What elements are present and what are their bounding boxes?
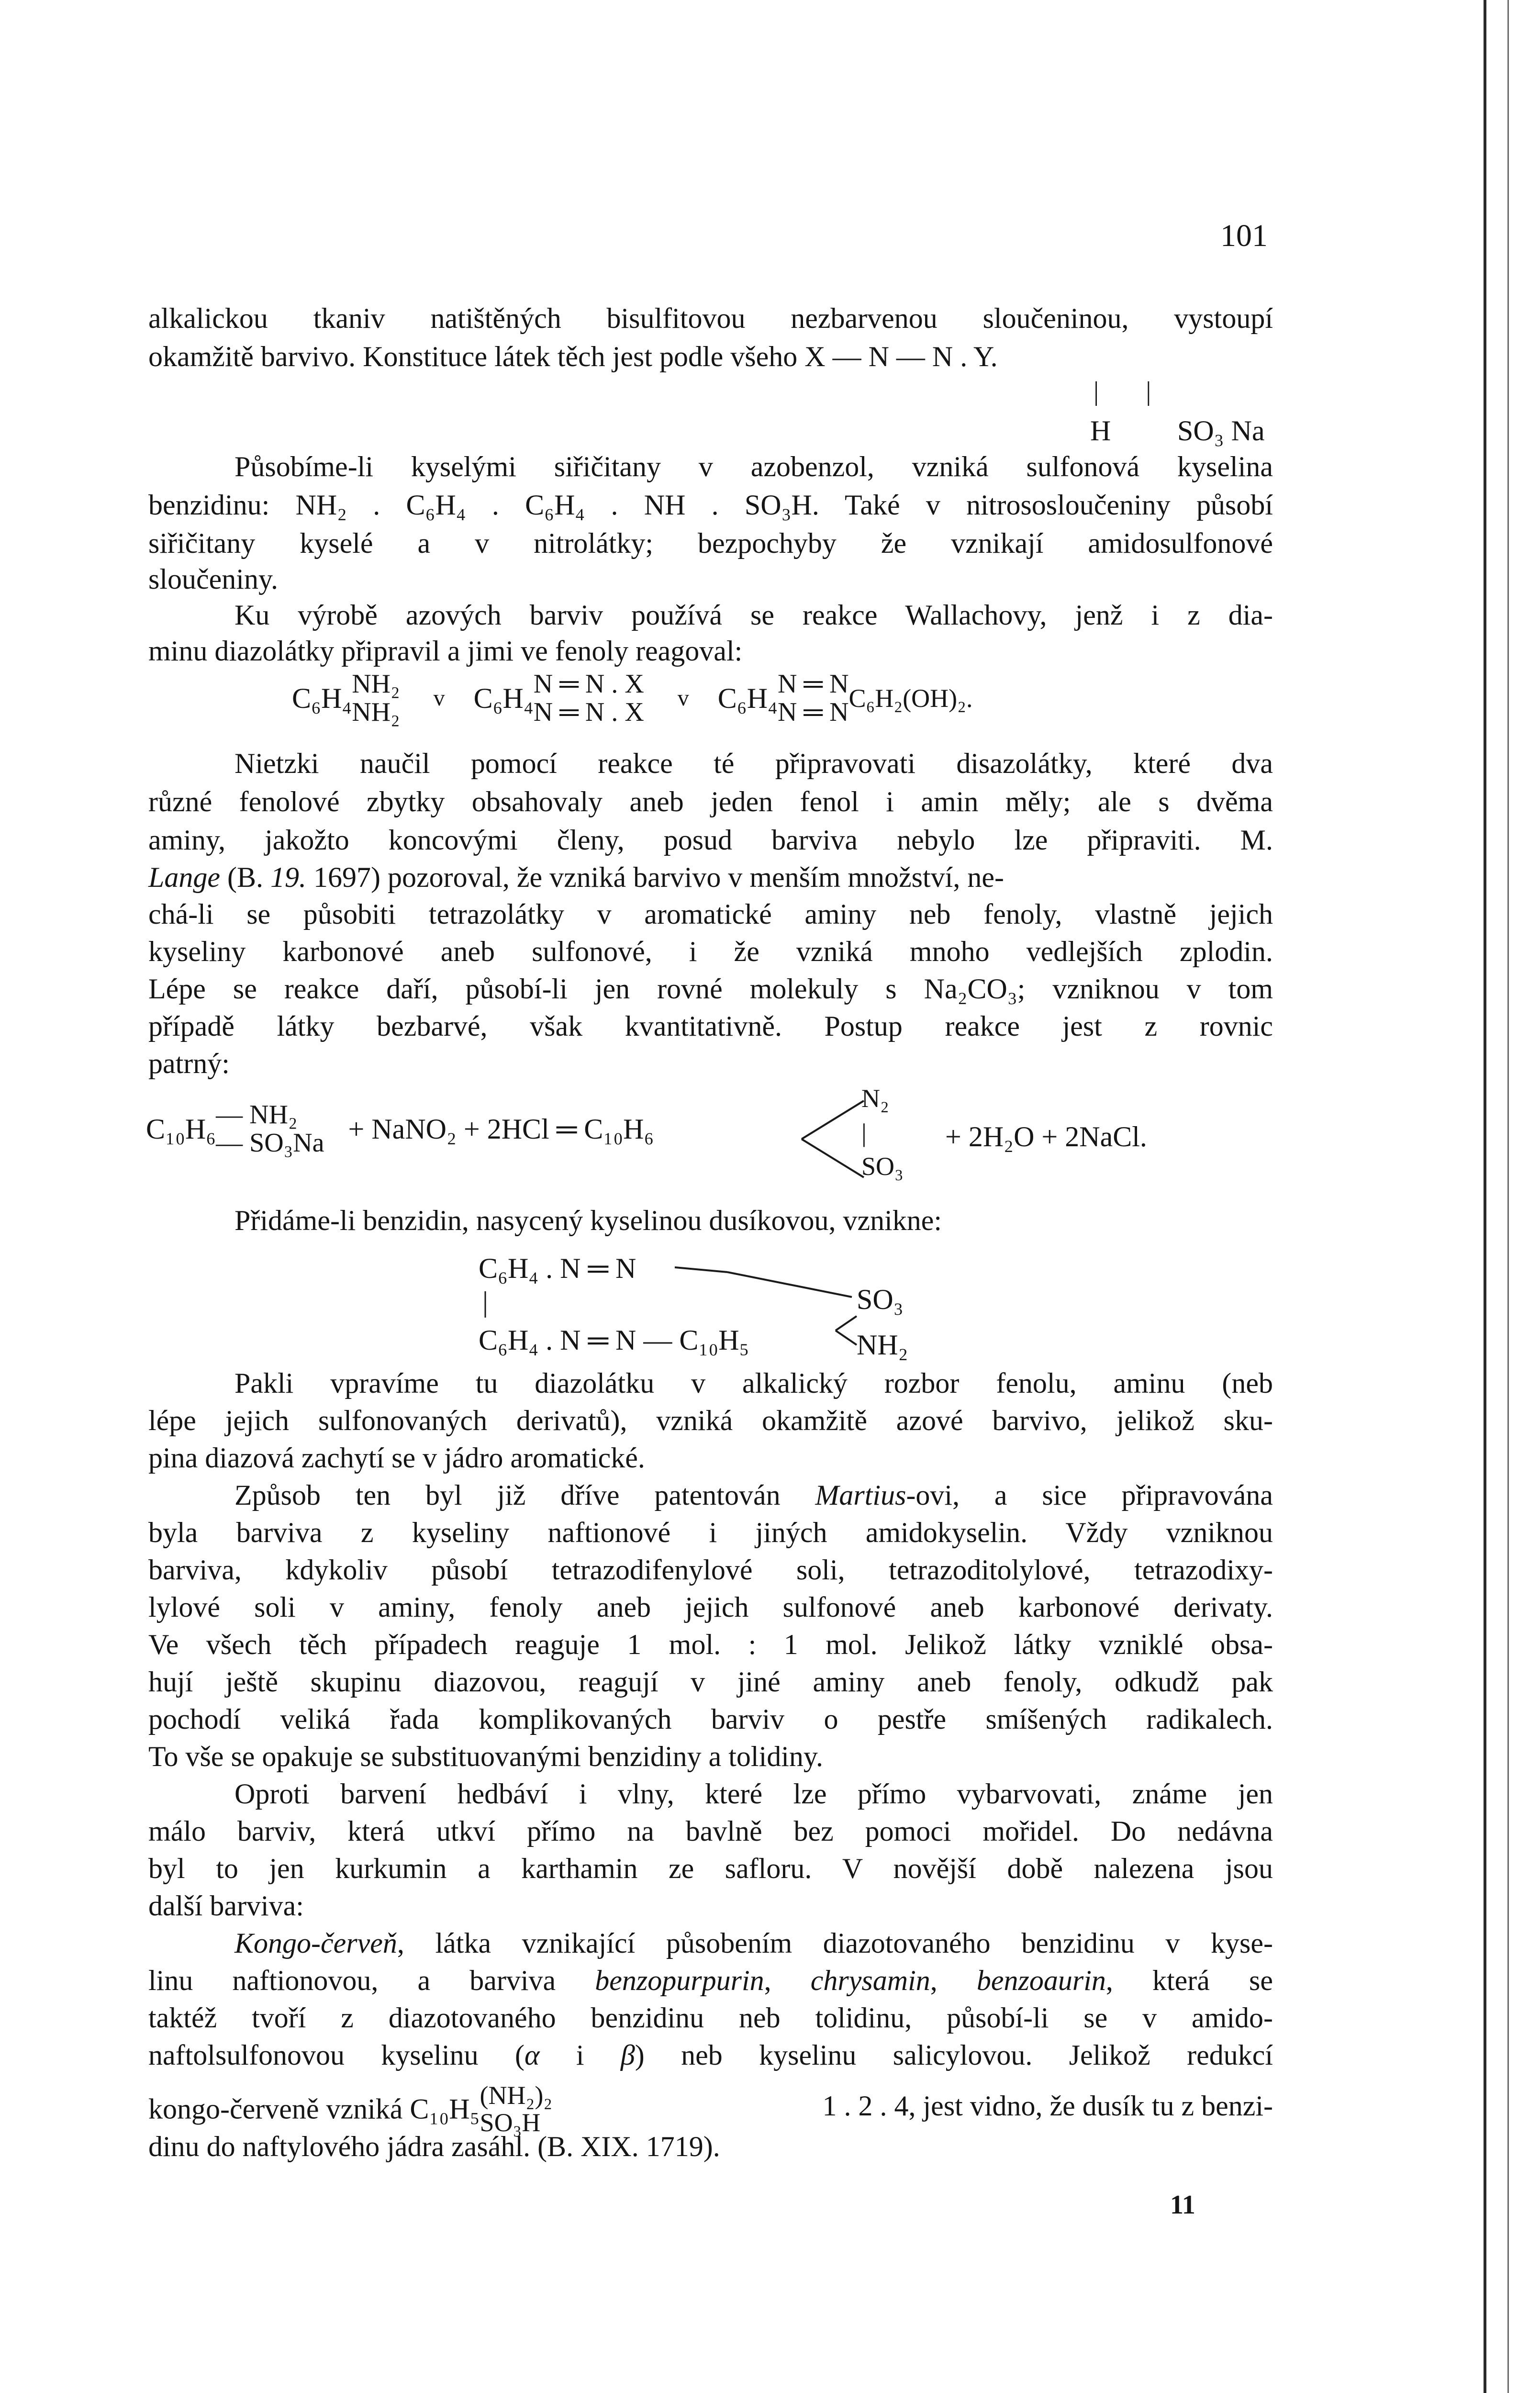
formula-diazotization — [146, 1101, 654, 1157]
page-edge-line — [1507, 0, 1509, 2393]
text-line — [148, 1966, 1273, 1995]
text-line — [148, 2041, 1273, 2069]
formula-top: N ═ N — [777, 669, 849, 699]
text-line: další barviva: — [148, 1890, 304, 1922]
formula-part: C₆H₂(OH)₂. — [848, 683, 973, 713]
text-run: naftolsulfonovou kyselinu ( — [148, 2039, 524, 2071]
formula-top: (NH₂)₂ — [480, 2081, 553, 2110]
text-line: siřičitany kyselé a v nitrolátky; bezpochyby že vznikají amidosulfonové — [148, 527, 1273, 559]
formula-bottom: SO₃H — [480, 2108, 541, 2137]
text-line: Oproti barvení hedbáví i vlny, které lze přímo vybarvovati, známe jen — [234, 1778, 1273, 1810]
text-line — [234, 1481, 1273, 1510]
dye-name: Kongo-červeň — [234, 1927, 397, 1959]
text-line: pochodí veliká řada komplikovaných barviv o pestře smíšených radikalech. — [148, 1703, 1273, 1735]
text-line: chá-li se působiti tetrazolátky v aromatické aminy neb fenoly, vlastně jejich — [148, 898, 1273, 930]
formula-bottom: — SO₃Na — [216, 1128, 324, 1158]
text-line: To vše se opakuje se substituovanými benzidiny a tolidiny. — [148, 1741, 824, 1772]
page-number: 101 — [1220, 218, 1268, 253]
text-line: byla barviva z kyseliny naftionové i jiných amidokyselin. Vždy vzniknou — [148, 1517, 1273, 1548]
text-line: alkalickou tkaniv natištěných bisulfitovou nezbarvenou sloučeninou, vystoupí — [148, 302, 1273, 334]
text-run: kongo-červeně vzniká C₁₀H₅ — [148, 2093, 480, 2125]
dye-name: benzopurpurin — [595, 1965, 764, 1996]
formula-wallach — [292, 670, 972, 727]
formula-bar: | — [482, 1286, 489, 1318]
volume-number: 19. — [270, 861, 306, 893]
formula-top: C₆H₄ . N ═ N — [479, 1252, 636, 1284]
text-line: byl to jen kurkumin a karthamin ze safloru. V novější době nalezena jsou — [148, 1853, 1273, 1884]
text-run: , která se — [1105, 1965, 1273, 1996]
text-run: Způsob ten byl již dříve patentován — [234, 1479, 815, 1511]
text-line: hují ještě skupinu diazovou, reagují v jiné aminy aneb fenoly, odkudž pak — [148, 1666, 1273, 1698]
text-line: Ku výrobě azových barviv používá se reakce Wallachovy, jenž i z dia- — [234, 599, 1273, 631]
formula-bottom: C₆H₄ . N ═ N — C₁₀H₅ — [479, 1324, 749, 1356]
formula-bottom: N ═ N . X — [533, 697, 644, 727]
formula-bottom: NH₂ — [352, 697, 400, 727]
formula-top: NH₂ — [352, 669, 400, 699]
formula-bar: | — [861, 1118, 867, 1147]
text-run: , — [764, 1965, 811, 1996]
formula-part: + NaNO₂ + 2HCl ═ C₁₀H₆ — [348, 1113, 654, 1145]
text-line: Přidáme-li benzidin, nasycený kyselinou dusíkovou, vznikne: — [234, 1205, 942, 1236]
patent-holder: Martius — [815, 1479, 906, 1511]
text-line: Lépe se reakce daří, působí-li jen rovné molekuly s Na₂CO₃; vzniknou v tom — [148, 973, 1273, 1005]
text-line: dinu do naftylového jádra zasáhl. (B. XIX. 1719). — [148, 2131, 720, 2162]
text-line — [234, 1929, 1273, 1957]
greek-beta: β — [620, 2039, 635, 2071]
text-run: i — [539, 2039, 621, 2071]
text-line: kyseliny karbonové aneb sulfonové, i že vzniká mnoho vedlejších zplodin. — [148, 936, 1273, 967]
text-line: lylové soli v aminy, fenoly aneb jejich sulfonové aneb karbonové derivaty. — [148, 1591, 1273, 1623]
text-run: 1697) pozoroval, že vzniká barvivo v menším množství, ne- — [306, 861, 1004, 893]
text-line: benzidinu: NH₂ . C₆H₄ . C₆H₄ . NH . SO₃H. Také v nitrososloučeniny působí — [148, 489, 1273, 521]
text-run: , látka vznikající působením diazotovaného benzidinu v kyse- — [397, 1927, 1273, 1959]
text-line: sloučeniny. — [148, 563, 279, 595]
formula-bottom: SO₃ — [861, 1152, 904, 1181]
formula-sub-h: H — [1090, 415, 1111, 447]
formula-part: C₆H₄ — [473, 682, 534, 714]
text-line: barviva, kdykoliv působí tetrazodifenylové soli, tetrazoditolylové, tetrazodixy- — [148, 1554, 1273, 1586]
text-line: případě látky bezbarvé, však kvantitativně. Postup reakce jest z rovnic — [148, 1010, 1273, 1042]
formula-part: C₁₀H₆ — [146, 1113, 216, 1145]
dye-name: chrysamin — [810, 1965, 930, 1996]
text-line: lépe jejich sulfonovaných derivatů), vzniká okamžitě azové barvivo, jelikož sku- — [148, 1405, 1273, 1436]
text-run: linu naftionovou, a barviva — [148, 1965, 595, 1996]
author-name: Lange — [148, 861, 220, 893]
formula-top: N ═ N . X — [533, 669, 644, 699]
text-line: pina diazová zachytí se v jádro aromatické. — [148, 1442, 645, 1474]
formula-bottom: N ═ N — [777, 697, 849, 727]
signature-mark: 11 — [1170, 2190, 1195, 2220]
text-line: patrný: — [148, 1048, 230, 1079]
text-line: taktéž tvoří z diazotovaného benzidinu neb tolidinu, působí-li se v amido- — [148, 2002, 1273, 2034]
text-line: Působíme-li kyselými siřičitany v azobenzol, vzniká sulfonová kyselina — [234, 451, 1273, 482]
text-run: , — [930, 1965, 977, 1996]
formula-so3: SO₃ — [857, 1284, 904, 1315]
text-line: aminy, jakožto koncovými členy, posud barviva nebylo lze připraviti. M. — [148, 824, 1273, 856]
text-line: 1 . 2 . 4, jest vidno, že dusík tu z benzi- — [822, 2090, 1273, 2122]
text-line: málo barviv, která utkví přímo na bavlně bez pomoci mořidel. Do nedávna — [148, 1815, 1273, 1847]
greek-alpha: α — [524, 2039, 540, 2071]
text-line: Ve všech těch případech reaguje 1 mol. : 1 mol. Jelikož látky vzniklé obsa- — [148, 1629, 1273, 1660]
formula-tail: + 2H₂O + 2NaCl. — [945, 1121, 1147, 1152]
text-line: Nietzki naučil pomocí reakce té připravovati disazolátky, které dva — [234, 748, 1273, 779]
formula-nh2: NH₂ — [857, 1329, 908, 1361]
text-run: ) neb kyselinu salicylovou. Jelikož redukcí — [635, 2039, 1273, 2071]
text-line: různé fenolové zbytky obsahovaly aneb jeden fenol i amin měly; ale s dvěma — [148, 786, 1273, 817]
text-line: okamžitě barvivo. Konstituce látek těch jest podle všeho X — N — N . Y. — [148, 341, 998, 372]
formula-part: v — [677, 685, 689, 711]
formula-top: N₂ — [861, 1084, 889, 1113]
page-edge-shadow — [1484, 0, 1486, 2393]
text-line — [148, 863, 1273, 892]
text-run: -ovi, a sice připravována — [906, 1479, 1273, 1511]
formula-top: — NH₂ — [216, 1100, 298, 1129]
formula-part: C₆H₄ — [717, 682, 778, 714]
text-line: minu diazolátky připravil a jimi ve fenoly reagoval: — [148, 635, 743, 667]
text-run: (B. — [220, 861, 270, 893]
text-line — [148, 2082, 552, 2136]
dye-name: benzoaurin — [976, 1965, 1106, 1996]
bond-line: | | — [1094, 377, 1151, 406]
formula-part: C₆H₄ — [292, 682, 352, 714]
text-line: Pakli vpravíme tu diazolátku v alkalický rozbor fenolu, aminu (neb — [234, 1367, 1273, 1399]
formula-part: v — [433, 685, 445, 711]
formula-sub-so3na: SO₃ Na — [1177, 415, 1265, 447]
